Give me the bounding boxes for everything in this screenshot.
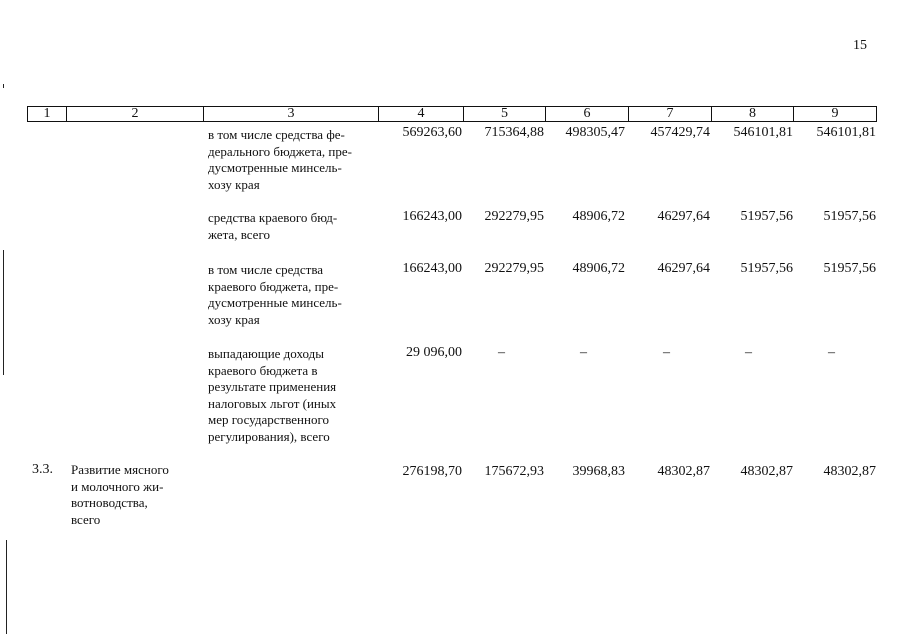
desc-line: регулирования), всего	[208, 428, 330, 444]
desc-line: в том числе средства	[208, 262, 324, 277]
page-number: 15	[853, 38, 867, 53]
desc-line: хозу края	[208, 176, 260, 192]
value-cell: 46297,64	[657, 261, 710, 276]
desc-line: мер государственного	[208, 412, 329, 427]
desc-line: дусмотренные минсель-	[208, 160, 342, 175]
desc-line: средства краевого бюд-	[208, 210, 338, 225]
value-cell: 51957,56	[823, 261, 876, 276]
title-line: вотноводства,	[71, 495, 148, 510]
header-cell: 5	[463, 107, 545, 121]
row-description	[208, 210, 371, 243]
value-cell: 546101,81	[733, 125, 793, 140]
value-cell: 498305,47	[565, 125, 625, 140]
desc-line: в том числе средства фе-	[208, 127, 345, 142]
header-cell: 4	[378, 107, 463, 121]
value-cell: 569263,60	[402, 125, 462, 140]
value-cell: –	[745, 345, 752, 360]
value-cell: –	[498, 345, 505, 360]
value-cell: 48302,87	[740, 464, 793, 479]
desc-line: дусмотренные минсель-	[208, 295, 342, 310]
value-cell: 51957,56	[740, 261, 793, 276]
row-description	[208, 346, 371, 445]
desc-line: налоговых льгот (иных	[208, 395, 337, 411]
margin-mark	[3, 250, 4, 375]
desc-line: краевого бюджета, пре-	[208, 278, 339, 294]
title-line: Развитие мясного	[71, 462, 169, 477]
desc-line: дерального бюджета, пре-	[208, 143, 352, 159]
header-cell: 2	[66, 107, 203, 121]
desc-line: выпадающие доходы	[208, 346, 324, 361]
value-cell: 51957,56	[740, 209, 793, 224]
row-description	[208, 262, 371, 328]
value-cell: 292279,95	[484, 261, 544, 276]
value-cell: 546101,81	[816, 125, 876, 140]
header-cell: 8	[711, 107, 793, 121]
value-cell: 715364,88	[484, 125, 544, 140]
value-cell: 46297,64	[657, 209, 710, 224]
value-cell: 29 096,00	[406, 345, 462, 360]
header-cell: 3	[203, 107, 378, 121]
table-header-row	[27, 106, 877, 122]
value-cell: –	[828, 345, 835, 360]
value-cell: 48906,72	[572, 261, 625, 276]
value-cell: 166243,00	[402, 209, 462, 224]
value-cell: 166243,00	[402, 261, 462, 276]
value-cell: 48906,72	[572, 209, 625, 224]
value-cell: 292279,95	[484, 209, 544, 224]
value-cell: 175672,93	[484, 464, 544, 479]
margin-mark	[3, 84, 4, 88]
desc-line: жета, всего	[208, 226, 270, 242]
title-line: и молочного жи-	[71, 478, 164, 494]
margin-mark	[6, 540, 7, 634]
section-title	[71, 462, 195, 528]
value-cell: 457429,74	[650, 125, 710, 140]
value-cell: 39968,83	[572, 464, 625, 479]
header-cell: 9	[793, 107, 876, 121]
value-cell: –	[663, 345, 670, 360]
header-cell: 6	[545, 107, 628, 121]
desc-line: результате применения	[208, 379, 337, 394]
title-line: всего	[71, 511, 101, 527]
value-cell: 48302,87	[657, 464, 710, 479]
value-cell: 276198,70	[402, 464, 462, 479]
value-cell: –	[580, 345, 587, 360]
value-cell: 51957,56	[823, 209, 876, 224]
section-number: 3.3.	[32, 462, 53, 477]
header-cell: 1	[43, 106, 51, 121]
row-description	[208, 127, 371, 193]
value-cell: 48302,87	[823, 464, 876, 479]
desc-line: хозу края	[208, 311, 260, 327]
header-cell: 7	[628, 107, 711, 121]
desc-line: краевого бюджета в	[208, 362, 318, 378]
